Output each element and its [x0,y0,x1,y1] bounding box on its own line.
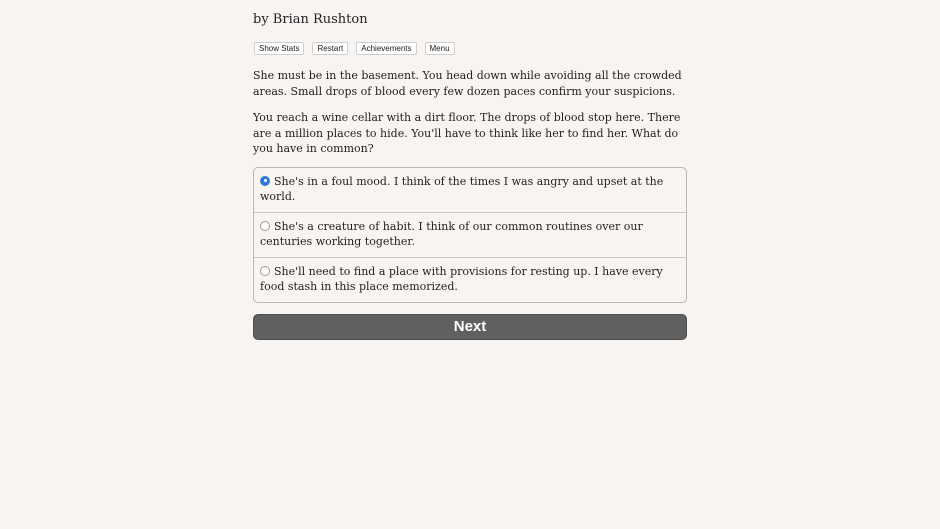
achievements-button[interactable]: Achievements [356,42,416,55]
toolbar [253,41,687,55]
choice-label: She's in a foul mood. I think of the times I was angry and upset at the world. [260,174,664,203]
choice-option-provisions[interactable] [254,257,686,302]
story-paragraph: She must be in the basement. You head down while avoiding all the crowded areas. Small drops of blood every few dozen paces confirm your suspicions. [253,69,682,98]
radio-selected-icon[interactable] [260,176,270,186]
choice-option-creature-of-habit[interactable] [254,212,686,257]
choice-option-foul-mood[interactable] [254,168,686,212]
show-stats-button[interactable]: Show Stats [254,42,304,55]
choice-label: She'll need to find a place with provisions for resting up. I have every food stash in this place memorized. [260,264,663,293]
radio-icon[interactable] [260,266,270,276]
game-content [253,10,687,340]
choice-list [253,167,687,303]
next-button[interactable]: Next [253,314,687,340]
story-paragraph: You reach a wine cellar with a dirt floor. The drops of blood stop here. There are a million places to hide. You'll have to think like her to find her. What do you have in common? [253,111,681,155]
choice-label: She's a creature of habit. I think of our common routines over our centuries working together. [260,219,643,248]
menu-button[interactable]: Menu [425,42,455,55]
restart-button[interactable]: Restart [312,42,348,55]
radio-icon[interactable] [260,221,270,231]
author-byline: by Brian Rushton [253,12,368,27]
